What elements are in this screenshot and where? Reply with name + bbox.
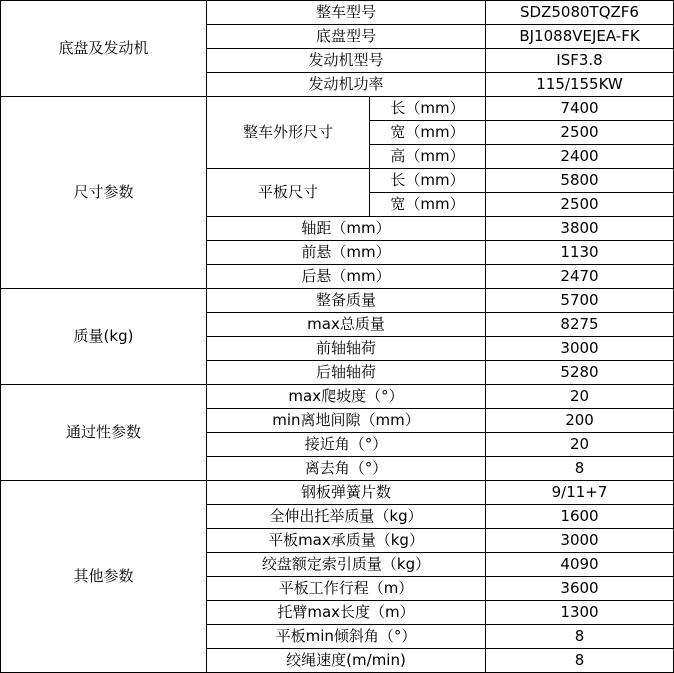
row-value: 20 bbox=[486, 433, 674, 457]
row-value: 2500 bbox=[486, 193, 674, 217]
row-label: 底盘型号 bbox=[207, 25, 486, 49]
row-label: 长（mm） bbox=[370, 169, 486, 193]
group-label-other: 其他参数 bbox=[1, 481, 207, 673]
row-label: 宽（mm） bbox=[370, 121, 486, 145]
row-value: 2500 bbox=[486, 121, 674, 145]
row-value: 115/155KW bbox=[486, 73, 674, 97]
row-value: 9/11+7 bbox=[486, 481, 674, 505]
row-value: 5280 bbox=[486, 361, 674, 385]
row-value: 8 bbox=[486, 649, 674, 673]
row-label: 钢板弹簧片数 bbox=[207, 481, 486, 505]
subgroup-label-overall-size: 整车外形尺寸 bbox=[207, 97, 370, 169]
row-label: 全伸出托举质量（kg） bbox=[207, 505, 486, 529]
row-label: 轴距（mm） bbox=[207, 217, 486, 241]
row-value: SDZ5080TQZF6 bbox=[486, 1, 674, 25]
row-value: 1600 bbox=[486, 505, 674, 529]
group-label-passability: 通过性参数 bbox=[1, 385, 207, 481]
row-label: 绞盘额定索引质量（kg） bbox=[207, 553, 486, 577]
group-label-mass: 质量(kg) bbox=[1, 289, 207, 385]
row-label: 接近角（°） bbox=[207, 433, 486, 457]
row-label: 高（mm） bbox=[370, 145, 486, 169]
table-row bbox=[1, 289, 674, 313]
row-label: 绞绳速度(m/min) bbox=[207, 649, 486, 673]
row-value: 8 bbox=[486, 625, 674, 649]
row-label: 发动机型号 bbox=[207, 49, 486, 73]
row-label: max爬坡度（°） bbox=[207, 385, 486, 409]
row-label: max总质量 bbox=[207, 313, 486, 337]
row-label: 长（mm） bbox=[370, 97, 486, 121]
row-label: 宽（mm） bbox=[370, 193, 486, 217]
row-value: 3000 bbox=[486, 337, 674, 361]
group-label-chassis: 底盘及发动机 bbox=[1, 1, 207, 97]
row-value: 3000 bbox=[486, 529, 674, 553]
table-row bbox=[1, 1, 674, 25]
row-value: 1300 bbox=[486, 601, 674, 625]
row-value: ISF3.8 bbox=[486, 49, 674, 73]
row-value: 7400 bbox=[486, 97, 674, 121]
row-label: 托臂max长度（m） bbox=[207, 601, 486, 625]
row-label: min离地间隙（mm） bbox=[207, 409, 486, 433]
row-value: 200 bbox=[486, 409, 674, 433]
row-label: 离去角（°） bbox=[207, 457, 486, 481]
table-row bbox=[1, 481, 674, 505]
row-label: 平板max承质量（kg） bbox=[207, 529, 486, 553]
row-value: 3600 bbox=[486, 577, 674, 601]
row-value: BJ1088VEJEA-FK bbox=[486, 25, 674, 49]
row-value: 8275 bbox=[486, 313, 674, 337]
row-label: 后悬（mm） bbox=[207, 265, 486, 289]
table-row bbox=[1, 385, 674, 409]
row-value: 3800 bbox=[486, 217, 674, 241]
subgroup-label-platform-size: 平板尺寸 bbox=[207, 169, 370, 217]
row-value: 8 bbox=[486, 457, 674, 481]
row-value: 20 bbox=[486, 385, 674, 409]
row-value: 5800 bbox=[486, 169, 674, 193]
row-label: 前轴轴荷 bbox=[207, 337, 486, 361]
row-label: 发动机功率 bbox=[207, 73, 486, 97]
row-value: 1130 bbox=[486, 241, 674, 265]
row-value: 2470 bbox=[486, 265, 674, 289]
row-value: 2400 bbox=[486, 145, 674, 169]
row-label: 前悬（mm） bbox=[207, 241, 486, 265]
group-label-dimensions: 尺寸参数 bbox=[1, 97, 207, 289]
row-label: 平板工作行程（m） bbox=[207, 577, 486, 601]
row-label: 后轴轴荷 bbox=[207, 361, 486, 385]
row-value: 5700 bbox=[486, 289, 674, 313]
row-label: 平板min倾斜角（°） bbox=[207, 625, 486, 649]
table-row bbox=[1, 97, 674, 121]
row-label: 整备质量 bbox=[207, 289, 486, 313]
row-label: 整车型号 bbox=[207, 1, 486, 25]
row-value: 4090 bbox=[486, 553, 674, 577]
